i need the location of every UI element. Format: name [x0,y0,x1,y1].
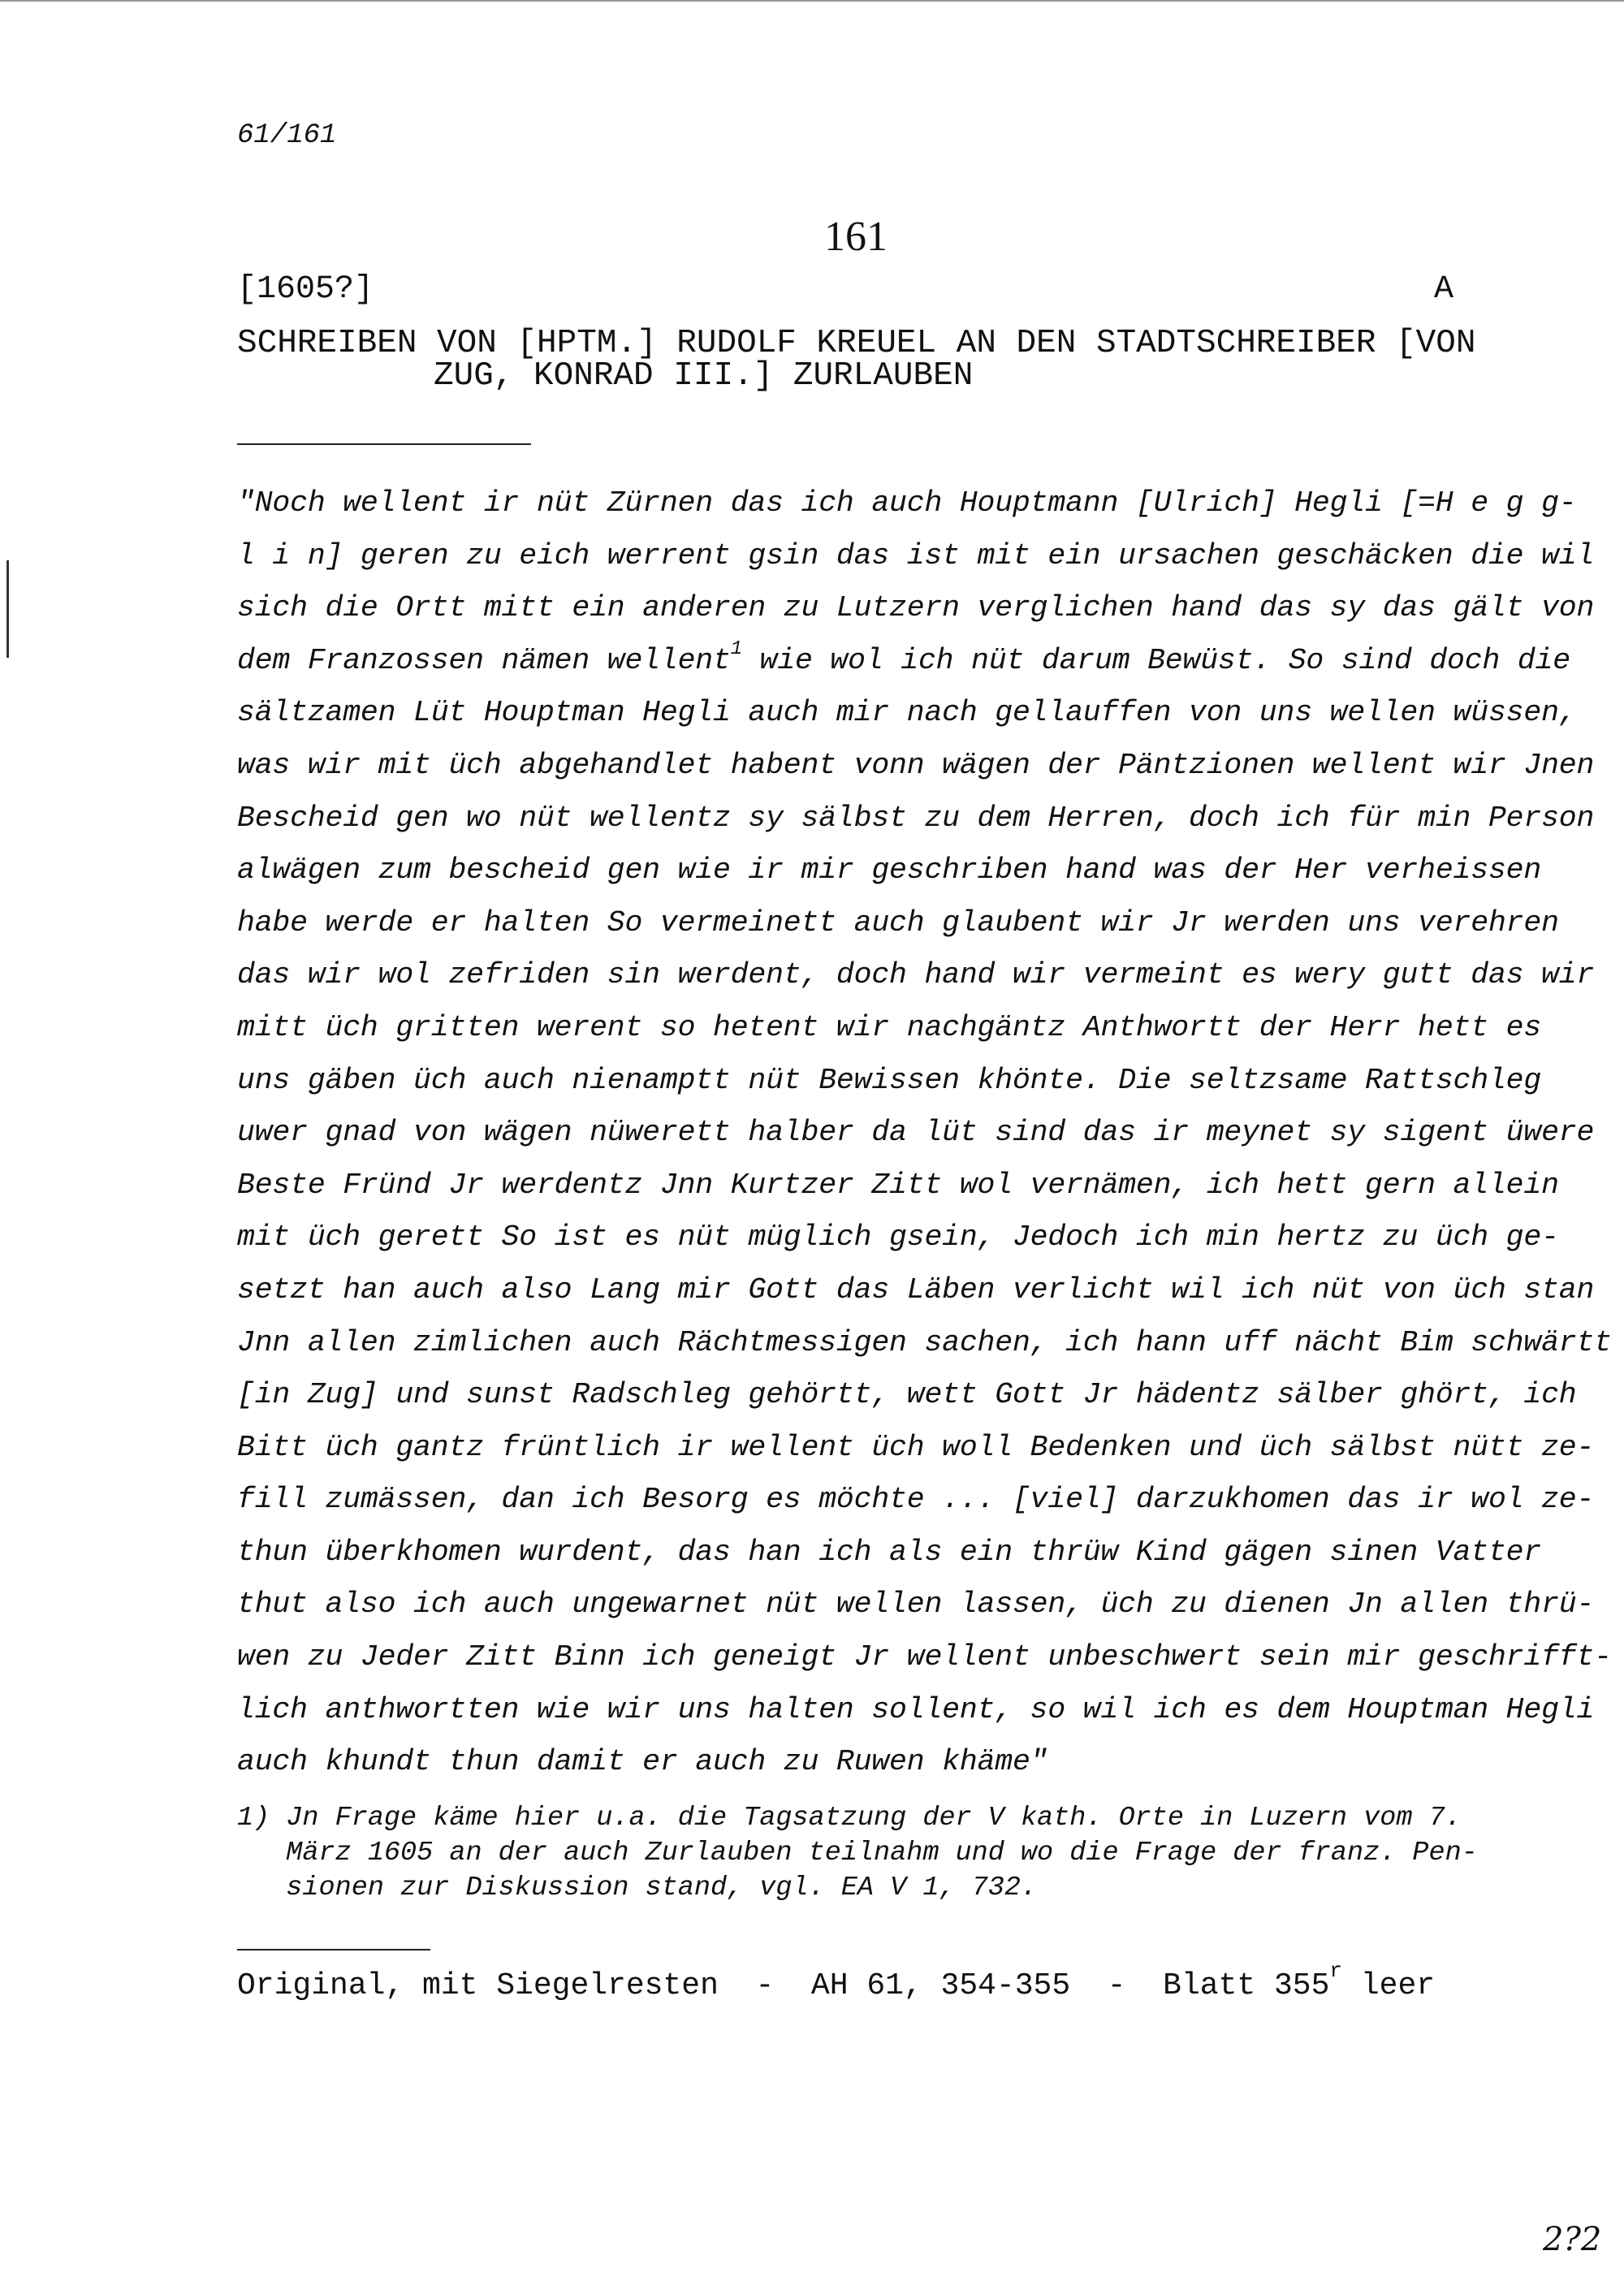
letter-line [237,793,1612,845]
document-marker: A [1434,271,1454,308]
letter-line [237,1002,1612,1055]
document-date: [1605?] [237,271,374,308]
letter-line-text: das wir wol zefriden sin werdent, doch hand wir vermeint es wery gutt das wir [237,958,1595,992]
source-note [237,1959,1436,2003]
letter-line-text: uwer gnad von wägen nüwerett halber da lüt sind das ir meynet sy sigent üwere [237,1116,1595,1150]
title-divider [237,443,531,445]
letter-line-text: alwägen zum bescheid gen wie ir mir geschriben hand was der Her verheissen [237,853,1542,888]
letter-line [237,1264,1612,1317]
letter-line [237,1631,1612,1684]
letter-line [237,582,1612,635]
letter-line-text: thut also ich auch ungewarnet nüt wellen lassen, üch zu dienen Jn allen thrü- [237,1588,1595,1622]
letter-line [237,1736,1612,1789]
source-suffix: leer [1342,1968,1436,2003]
letter-line-text: sich die Ortt mitt ein anderen zu Lutzern verglichen hand das sy das gält von [237,591,1595,625]
letter-line-text: Jnn allen zimlichen auch Rächtmessigen sachen, ich hann uff nächt Bim schwärtt [237,1325,1612,1359]
letter-line [237,845,1612,897]
letter-line [237,1527,1612,1579]
letter-line [237,949,1612,1002]
handwritten-page-number: 2?2 [1543,2221,1602,2258]
footnote-line: März 1605 an der auch Zurlauben teilnahm und wo die Frage der franz. Pen- [237,1838,1478,1868]
footnote-reference: 1 [730,637,742,660]
letter-line-text: fill zumässen, dan ich Besorg es möchte ... [viel] darzukhomen das ir wol ze- [237,1483,1595,1517]
letter-line [237,1317,1612,1370]
letter-line [237,635,1612,688]
letter-line-text: Bescheid gen wo nüt wellentz sy sälbst zu dem Herren, doch ich für min Person [237,801,1595,835]
scan-top-edge [0,0,1624,2]
title-line-2: ZUG, KONRAD III.] ZURLAUBEN [434,357,974,395]
letter-line-text: Beste Fründ Jr werdentz Jnn Kurtzer Zitt wol vernämen, ich hett gern allein [237,1168,1559,1202]
letter-line [237,1212,1612,1264]
letter-line-text: mit üch gerett So ist es nüt müglich gsein, Jedoch ich min hertz zu üch ge- [237,1220,1559,1255]
letter-line-text: thun überkhomen wurdent, das han ich als ein thrüw Kind gägen sinen Vatter [237,1535,1542,1569]
footnote-line: 1) Jn Frage käme hier u.a. die Tagsatzung der V kath. Orte in Luzern vom 7. [237,1803,1462,1834]
letter-line-text: was wir mit üch abgehandlet habent vonn wägen der Päntzionen wellent wir Jnen [237,748,1595,782]
letter-line-text: dem Franzossen nämen wellent [237,643,731,677]
letter-line-text: setzt han auch also Lang mir Gott das Läben verlicht wil ich nüt von üch stan [237,1272,1595,1307]
letter-line [237,477,1612,530]
letter-line [237,740,1612,793]
scan-edge-mark [6,560,9,658]
letter-line-text: habe werde er halten So vermeinett auch glaubent wir Jr werden uns verehren [237,905,1559,940]
letter-line-text: mitt üch gritten werent so hetent wir nachgäntz Anthwortt der Herr hett es [237,1010,1542,1044]
letter-line-text: sältzamen Lüt Houptman Hegli auch mir nach gellauffen von uns wellen wüssen, [237,696,1577,730]
letter-line-text: uns gäben üch auch nienamptt nüt Bewissen khönte. Die seltzsame Rattschleg [237,1063,1542,1097]
letter-line [237,1579,1612,1631]
letter-line-text: [in Zug] und sunst Radschleg gehörtt, wett Gott Jr hädentz sälber ghört, ich [237,1378,1577,1412]
letter-line [237,1107,1612,1160]
letter-line [237,687,1612,740]
letter-body [237,477,1612,1789]
letter-line [237,1422,1612,1475]
footnote-line: sionen zur Diskussion stand, vgl. EA V 1, 732. [237,1873,1038,1903]
source-text: Original, mit Siegelresten - AH 61, 354-355 - Blatt 355 [237,1968,1330,2003]
letter-line [237,1160,1612,1212]
letter-line [237,1369,1612,1422]
archive-reference: 61/161 [237,120,337,151]
letter-line [237,1474,1612,1527]
letter-line [237,1055,1612,1108]
source-superscript: r [1329,1959,1343,1983]
letter-line-text: l i n] geren zu eich werrent gsin das ist mit ein ursachen geschäcken die wil [237,538,1595,572]
letter-line-text: lich anthwortten wie wir uns halten sollent, so wil ich es dem Houptman Hegli [237,1692,1595,1726]
letter-line-text: wie wol ich nüt darum Bewüst. So sind doch die [741,643,1570,677]
letter-line-text: auch khundt thun damit er auch zu Ruwen khäme" [237,1745,1048,1779]
letter-line [237,897,1612,950]
title-line-1: SCHREIBEN VON [HPTM.] RUDOLF KREUEL AN DEN STADTSCHREIBER [VON [237,325,1476,362]
footnote [237,1801,1478,1906]
letter-line-text: wen zu Jeder Zitt Binn ich geneigt Jr wellent unbeschwert sein mir geschrifft- [237,1640,1612,1674]
source-divider [237,1949,430,1951]
letter-line [237,530,1612,583]
letter-line [237,1684,1612,1737]
letter-line-text: Bitt üch gantz früntlich ir wellent üch woll Bedenken und üch sälbst nütt ze- [237,1430,1595,1464]
letter-line-text: "Noch wellent ir nüt Zürnen das ich auch Houptmann [Ulrich] Hegli [=H e g g- [237,486,1577,520]
document-number: 161 [824,214,888,260]
